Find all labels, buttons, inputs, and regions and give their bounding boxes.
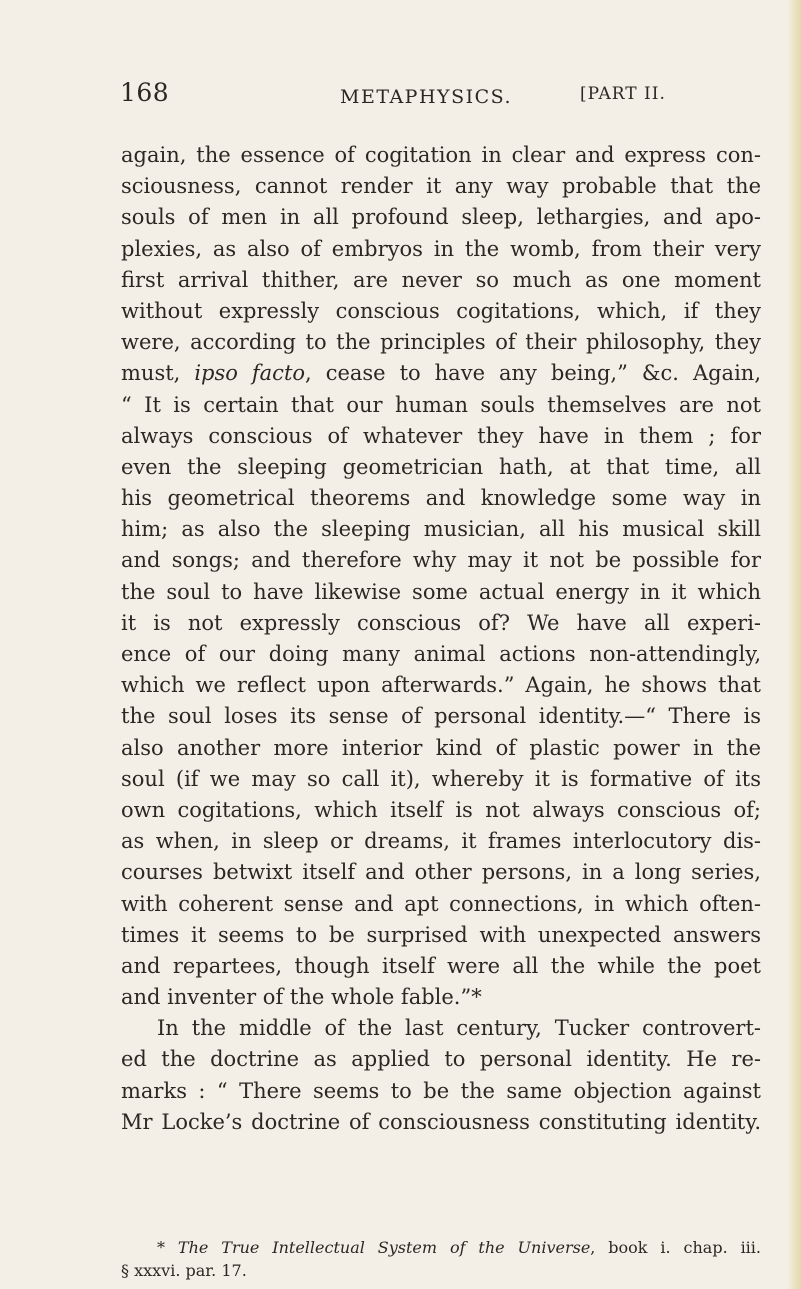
page-number: 168 bbox=[120, 78, 170, 107]
footnote-line: § xxxvi. par. 17. bbox=[121, 1261, 247, 1280]
text-line: again, the essence of cogitation in clear and express con- bbox=[121, 143, 761, 167]
text-line: which we reflect upon afterwards.” Again, he shows that bbox=[121, 673, 761, 698]
text-line: it is not expressly conscious of? We have all experi- bbox=[121, 610, 761, 635]
text-line: without expressly conscious cogitations, which, if they bbox=[121, 298, 761, 323]
text-line: him; as also the sleeping musician, all his musical skill bbox=[121, 517, 761, 542]
text-line: must, ipso facto, cease to have any being,” &c. Again, bbox=[121, 361, 761, 386]
text-line: even the sleeping geometrician hath, at that time, all bbox=[121, 454, 761, 479]
running-title: METAPHYSICS. bbox=[340, 86, 513, 108]
part-label: [PART II. bbox=[580, 84, 666, 104]
text-line: were, according to the principles of their philosophy, they bbox=[121, 330, 761, 355]
italic-phrase: ipso facto bbox=[194, 361, 306, 386]
text-line: “ It is certain that our human souls themselves are not bbox=[121, 392, 761, 417]
footnote-line bbox=[121, 1236, 761, 1259]
footnote-ref: , book i. chap. iii. bbox=[590, 1238, 761, 1257]
text-line: times it seems to be surprised with unexpected answers bbox=[121, 922, 761, 947]
page-header bbox=[120, 78, 760, 118]
text-line: marks : “ There seems to be the same objection against bbox=[121, 1078, 761, 1103]
text-line: and repartees, though itself were all the while the poet bbox=[121, 953, 761, 978]
text-line: also another more interior kind of plastic power in the bbox=[121, 735, 761, 760]
text-line: as when, in sleep or dreams, it frames interlocutory dis- bbox=[121, 829, 761, 854]
text-line: ed the doctrine as applied to personal identity. He re- bbox=[121, 1047, 761, 1072]
text-line: ence of our doing many animal actions non-attendingly, bbox=[121, 642, 761, 666]
text-line: sciousness, cannot render it any way probable that the bbox=[121, 174, 761, 199]
text-line: and songs; and therefore why may it not be possible for bbox=[121, 548, 761, 573]
footnote-title: The True Intellectual System of the Universe bbox=[177, 1238, 591, 1257]
text-line: plexies, as also of embryos in the womb, from their very bbox=[121, 236, 761, 261]
page-edge bbox=[787, 0, 801, 1289]
text-line: the soul loses its sense of personal identity.—“ There is bbox=[121, 704, 761, 729]
text-line: his geometrical theorems and knowledge some way in bbox=[121, 486, 761, 511]
footnote-marker: * bbox=[157, 1238, 165, 1257]
text-line: the soul to have likewise some actual energy in it which bbox=[121, 579, 761, 604]
text-line: and inventer of the whole fable.”* bbox=[121, 985, 482, 1010]
text-line: In the middle of the last century, Tucker controvert- bbox=[157, 1016, 761, 1041]
text-line: own cogitations, which itself is not always conscious of; bbox=[121, 797, 761, 822]
text-line: first arrival thither, are never so much as one moment bbox=[121, 267, 761, 292]
text-line: soul (if we may so call it), whereby it is formative of its bbox=[121, 766, 761, 791]
text-line: souls of men in all profound sleep, lethargies, and apo- bbox=[121, 205, 761, 230]
text-line: courses betwixt itself and other persons, in a long series, bbox=[121, 860, 761, 885]
footnote bbox=[121, 1236, 761, 1282]
text-line: Mr Locke’s doctrine of consciousness constituting identity. bbox=[121, 1109, 761, 1134]
text-line: with coherent sense and apt connections, in which often- bbox=[121, 891, 761, 916]
text-line: always conscious of whatever they have in them ; for bbox=[121, 423, 761, 448]
body-text bbox=[121, 140, 761, 1138]
